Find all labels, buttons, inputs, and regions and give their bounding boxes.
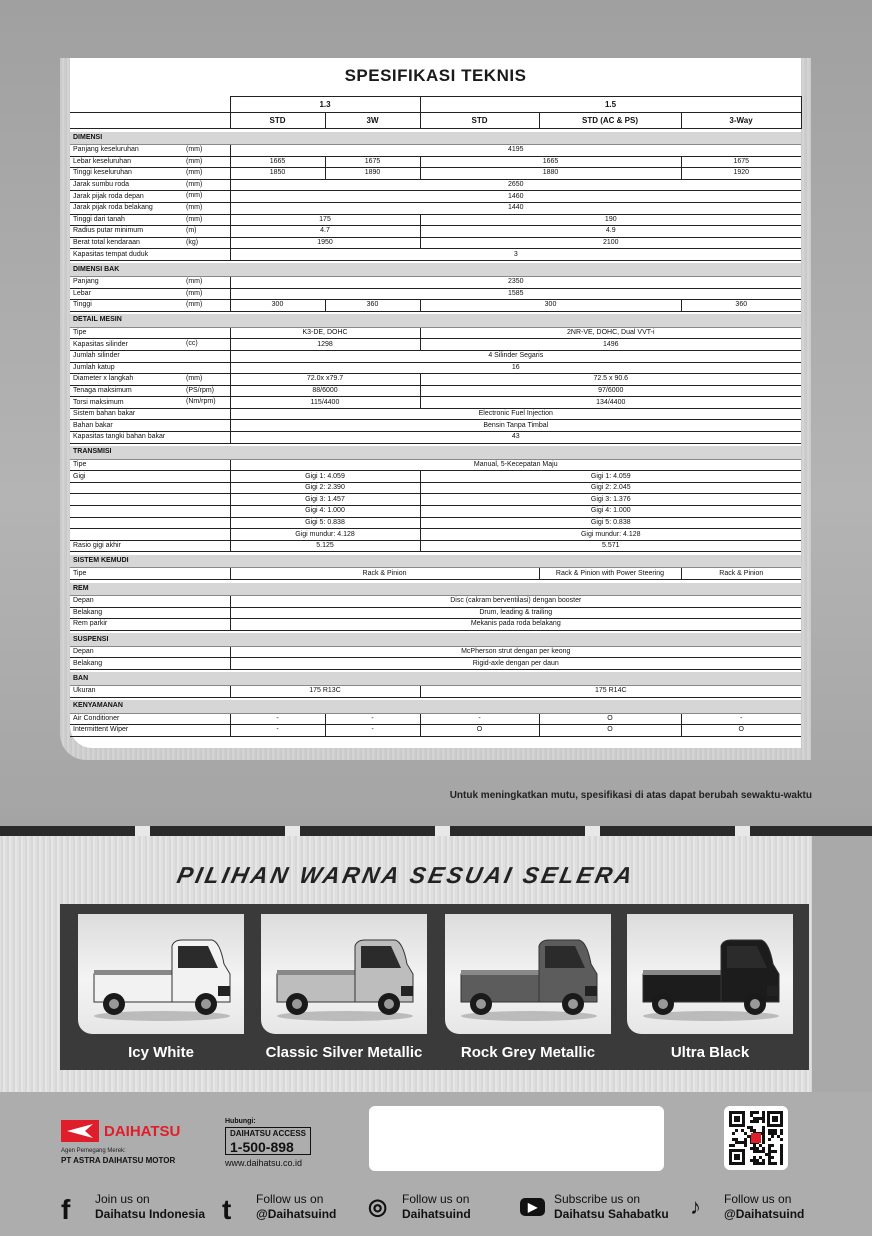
facebook-icon: f bbox=[61, 1194, 71, 1225]
spec-row-label bbox=[70, 568, 230, 580]
spec-value: - bbox=[325, 725, 420, 737]
row-label-text: Jumlah silinder bbox=[73, 352, 120, 360]
spec-row-label bbox=[70, 202, 230, 214]
spec-value: Drum, leading & trailing bbox=[230, 607, 801, 619]
spec-row bbox=[70, 713, 801, 725]
instagram-icon: ◎ bbox=[368, 1194, 388, 1219]
spec-value: 1950 bbox=[230, 237, 420, 249]
section-title: TRANSMISI bbox=[70, 446, 801, 459]
row-label-text: Belakang bbox=[73, 608, 103, 616]
website-link[interactable]: www.daihatsu.co.id bbox=[225, 1158, 303, 1168]
row-unit: (Nm/rpm) bbox=[186, 398, 216, 406]
spec-value: - bbox=[325, 713, 420, 725]
spec-row-label bbox=[70, 145, 230, 157]
row-label-text: Jarak pijak roda depan bbox=[73, 192, 144, 200]
spec-value: - bbox=[230, 713, 325, 725]
row-unit: (kg) bbox=[186, 238, 199, 246]
variant-label: 3-Way bbox=[681, 113, 801, 129]
spec-row bbox=[70, 619, 801, 631]
spec-row bbox=[70, 494, 801, 506]
spec-value: Manual, 5-Kecepatan Maju bbox=[230, 459, 801, 471]
spec-value: 360 bbox=[325, 300, 420, 312]
row-label-text: Kapasitas tempat duduk bbox=[73, 250, 149, 258]
spec-row-label bbox=[70, 350, 230, 362]
spec-row-label bbox=[70, 276, 230, 288]
spec-value: 190 bbox=[420, 214, 801, 226]
spec-value: 360 bbox=[681, 300, 801, 312]
agent-name: PT ASTRA DAIHATSU MOTOR bbox=[61, 1156, 176, 1165]
spec-row bbox=[70, 339, 801, 351]
spec-section-header bbox=[70, 700, 801, 713]
spec-variant-header bbox=[70, 113, 801, 129]
color-options-band bbox=[60, 904, 809, 1070]
agent-label: Agen Pemegang Merek: bbox=[61, 1148, 126, 1154]
spec-section-header bbox=[70, 583, 801, 596]
row-label-text: Lebar keseluruhan bbox=[73, 157, 131, 165]
spec-group-header bbox=[70, 97, 801, 113]
spec-row bbox=[70, 191, 801, 203]
spec-section-header bbox=[70, 314, 801, 327]
spec-section-header bbox=[70, 263, 801, 276]
spec-value: Gigi mundur: 4.128 bbox=[230, 529, 420, 541]
variant-label: STD (AC & PS) bbox=[539, 113, 681, 129]
section-title: DIMENSI bbox=[70, 132, 801, 145]
spec-row bbox=[70, 725, 801, 737]
spec-row bbox=[70, 156, 801, 168]
row-label-text: Kapasitas tangki bahan bakar bbox=[73, 433, 166, 441]
spec-value: 1920 bbox=[681, 168, 801, 180]
daihatsu-logo-mark-icon bbox=[61, 1120, 99, 1142]
spec-row bbox=[70, 408, 801, 420]
spec-value: 97/6000 bbox=[420, 385, 801, 397]
spec-value: 2350 bbox=[230, 276, 801, 288]
spec-value: 72.5 x 90.6 bbox=[420, 374, 801, 386]
spec-value: Disc (cakram berventilasi) dengan booster bbox=[230, 596, 801, 608]
spec-row-label bbox=[70, 517, 230, 529]
spec-value: 5.125 bbox=[230, 540, 420, 552]
spec-row-label bbox=[70, 482, 230, 494]
spec-row bbox=[70, 540, 801, 552]
spec-row bbox=[70, 459, 801, 471]
spec-row-label bbox=[70, 471, 230, 483]
spec-panel bbox=[60, 58, 811, 760]
spec-row-label bbox=[70, 506, 230, 518]
row-label-text: Panjang keseluruhan bbox=[73, 146, 139, 154]
row-label-text: Air Conditioner bbox=[73, 714, 120, 722]
dealer-stamp-box bbox=[369, 1106, 664, 1171]
section-divider bbox=[0, 826, 872, 836]
spec-value: Bensin Tanpa Timbal bbox=[230, 420, 801, 432]
spec-value: 2100 bbox=[420, 237, 801, 249]
spec-row-label bbox=[70, 658, 230, 670]
spec-row bbox=[70, 397, 801, 409]
spec-value: 2NR-VE, DOHC, Dual VVT-i bbox=[420, 327, 801, 339]
spec-row bbox=[70, 145, 801, 157]
spec-row-label bbox=[70, 179, 230, 191]
color-name: Icy White bbox=[128, 1044, 194, 1061]
spec-value: - bbox=[681, 713, 801, 725]
spec-row bbox=[70, 432, 801, 444]
spec-value: Rack & Pinion with Power Steering bbox=[539, 568, 681, 580]
spec-row-label bbox=[70, 374, 230, 386]
row-unit: (mm) bbox=[186, 169, 203, 177]
row-unit: (mm) bbox=[186, 289, 203, 297]
spec-row-label bbox=[70, 685, 230, 697]
spec-section-header bbox=[70, 672, 801, 685]
spec-row-label bbox=[70, 432, 230, 444]
spec-row bbox=[70, 385, 801, 397]
spec-row-label bbox=[70, 607, 230, 619]
spec-value: Gigi 2: 2.045 bbox=[420, 482, 801, 494]
daihatsu-logo[interactable] bbox=[61, 1120, 180, 1142]
row-label-text: Kapasitas silinder bbox=[73, 340, 128, 348]
spec-row-label bbox=[70, 397, 230, 409]
spec-value: Gigi 4: 1.000 bbox=[420, 506, 801, 518]
pickup-truck-icon bbox=[639, 934, 784, 1024]
row-unit: (cc) bbox=[186, 340, 198, 348]
spec-section-header bbox=[70, 446, 801, 459]
spec-value: Gigi 3: 1.457 bbox=[230, 494, 420, 506]
row-unit: (mm) bbox=[186, 203, 203, 211]
spec-value: Gigi 5: 0.838 bbox=[230, 517, 420, 529]
row-label-text: Jumlah katup bbox=[73, 363, 115, 371]
section-title: SISTEM KEMUDI bbox=[70, 555, 801, 568]
spec-row-label bbox=[70, 540, 230, 552]
spec-value: 175 bbox=[230, 214, 420, 226]
spec-row bbox=[70, 214, 801, 226]
social-caption: Follow us on bbox=[402, 1192, 470, 1206]
spec-row bbox=[70, 607, 801, 619]
spec-row bbox=[70, 226, 801, 238]
social-caption: Follow us on bbox=[724, 1192, 792, 1206]
spec-row bbox=[70, 237, 801, 249]
spec-value: Gigi 1: 4.059 bbox=[230, 471, 420, 483]
spec-row-label bbox=[70, 249, 230, 261]
spec-value: Rigid-axle dengan per daun bbox=[230, 658, 801, 670]
spec-value: 1665 bbox=[230, 156, 325, 168]
spec-value: Gigi 1: 4.059 bbox=[420, 471, 801, 483]
row-label-text: Depan bbox=[73, 648, 94, 656]
row-label-text: Rasio gigi akhir bbox=[73, 542, 121, 550]
row-label-text: Jarak sumbu roda bbox=[73, 181, 130, 189]
spec-value: 4.7 bbox=[230, 226, 420, 238]
spec-value: - bbox=[420, 713, 539, 725]
spec-row-label bbox=[70, 214, 230, 226]
spec-row-label bbox=[70, 713, 230, 725]
color-card[interactable] bbox=[78, 914, 244, 1034]
spec-value: 43 bbox=[230, 432, 801, 444]
spec-row bbox=[70, 596, 801, 608]
spec-row bbox=[70, 482, 801, 494]
row-label-text: Panjang bbox=[73, 278, 99, 286]
group-label: 1.3 bbox=[230, 97, 420, 113]
spec-value: 1890 bbox=[325, 168, 420, 180]
spec-value: 72.0x x79.7 bbox=[230, 374, 420, 386]
section-title: BAN bbox=[70, 672, 801, 685]
spec-value: 4.9 bbox=[420, 226, 801, 238]
row-unit: (mm) bbox=[186, 146, 203, 153]
spec-value: 1665 bbox=[420, 156, 681, 168]
color-card[interactable] bbox=[627, 914, 793, 1034]
spec-row-label bbox=[70, 288, 230, 300]
spec-row-label bbox=[70, 408, 230, 420]
row-label-text: Rem parkir bbox=[73, 620, 108, 628]
spec-section-header bbox=[70, 132, 801, 145]
spec-row bbox=[70, 362, 801, 374]
color-options-title: PILIHAN WARNA SESUAI SELERA bbox=[174, 862, 638, 888]
row-unit: (mm) bbox=[186, 180, 203, 188]
spec-row-label bbox=[70, 385, 230, 397]
spec-row bbox=[70, 374, 801, 386]
spec-value: 5.571 bbox=[420, 540, 801, 552]
social-handle: Daihatsu Indonesia bbox=[95, 1207, 206, 1221]
spec-value: Rack & Pinion bbox=[230, 568, 539, 580]
spec-value: Gigi 2: 2.390 bbox=[230, 482, 420, 494]
pickup-truck-icon bbox=[457, 934, 602, 1024]
row-label-text: Sistem bahan bakar bbox=[73, 410, 136, 418]
spec-value: 115/4400 bbox=[230, 397, 420, 409]
spec-title: SPESIFIKASI TEKNIS bbox=[344, 66, 527, 85]
row-label-text: Intermittent Wiper bbox=[73, 726, 129, 734]
spec-value: 134/4400 bbox=[420, 397, 801, 409]
row-unit: (mm) bbox=[186, 277, 203, 285]
spec-value: Gigi 3: 1.376 bbox=[420, 494, 801, 506]
spec-value: O bbox=[681, 725, 801, 737]
spec-value: 1298 bbox=[230, 339, 420, 351]
spec-row-label bbox=[70, 327, 230, 339]
spec-value: O bbox=[539, 725, 681, 737]
spec-row-label bbox=[70, 420, 230, 432]
spec-table bbox=[70, 96, 802, 737]
row-label-text: Jarak pijak roda belakang bbox=[73, 204, 153, 212]
row-label-text: Tipe bbox=[73, 329, 87, 337]
row-unit: (mm) bbox=[186, 157, 203, 165]
row-unit: (mm) bbox=[186, 215, 203, 223]
spec-value: 1440 bbox=[230, 202, 801, 214]
row-unit: (PS/rpm) bbox=[186, 386, 214, 394]
spec-value: 300 bbox=[230, 300, 325, 312]
spec-value: O bbox=[539, 713, 681, 725]
row-label-text: Diameter x langkah bbox=[73, 375, 134, 383]
row-label-text: Bahan bakar bbox=[73, 421, 113, 429]
spec-value: Gigi 4: 1.000 bbox=[230, 506, 420, 518]
spec-row-label bbox=[70, 362, 230, 374]
spec-value: 1675 bbox=[681, 156, 801, 168]
spec-value: 88/6000 bbox=[230, 385, 420, 397]
row-label-text: Tipe bbox=[73, 460, 87, 468]
row-label-text: Depan bbox=[73, 597, 94, 605]
spec-value: 2650 bbox=[230, 179, 801, 191]
spec-row bbox=[70, 276, 801, 288]
row-label-text: Tinggi keseluruhan bbox=[73, 169, 132, 177]
footer bbox=[0, 1092, 872, 1236]
spec-disclaimer: Untuk meningkatkan mutu, spesifikasi di atas dapat berubah sewaktu-waktu bbox=[449, 790, 812, 801]
contact-phone: 1-500-898 bbox=[230, 1139, 294, 1155]
spec-value: Gigi mundur: 4.128 bbox=[420, 529, 801, 541]
spec-value: Gigi 5: 0.838 bbox=[420, 517, 801, 529]
spec-row-label bbox=[70, 156, 230, 168]
row-label-text: Lebar bbox=[73, 289, 91, 297]
section-title: DETAIL MESIN bbox=[70, 314, 801, 327]
section-title: SUSPENSI bbox=[70, 633, 801, 646]
social-caption: Join us on bbox=[95, 1192, 150, 1206]
spec-value: 175 R13C bbox=[230, 685, 420, 697]
contact-service-name: DAIHATSU ACCESS bbox=[230, 1129, 307, 1138]
spec-value: 300 bbox=[420, 300, 681, 312]
tiktok-icon: ♪ bbox=[690, 1194, 701, 1219]
contact-box[interactable] bbox=[225, 1127, 311, 1155]
spec-row-label bbox=[70, 725, 230, 737]
row-label-text: Radius putar minimum bbox=[73, 227, 144, 235]
social-handle: Daihatsu Sahabatku bbox=[554, 1207, 669, 1221]
spec-row bbox=[70, 179, 801, 191]
row-label-text: Belakang bbox=[73, 659, 103, 667]
spec-value: O bbox=[420, 725, 539, 737]
row-label-text: Tipe bbox=[73, 569, 87, 577]
spec-row-label bbox=[70, 339, 230, 351]
spec-row-label bbox=[70, 529, 230, 541]
spec-row bbox=[70, 658, 801, 670]
spec-value: 1675 bbox=[325, 156, 420, 168]
spec-row-label bbox=[70, 226, 230, 238]
spec-value: 4195 bbox=[230, 145, 801, 157]
row-label-text: Ukuran bbox=[73, 687, 96, 695]
section-title: REM bbox=[70, 583, 801, 596]
contact-label: Hubungi: bbox=[225, 1118, 256, 1125]
spec-row-label bbox=[70, 619, 230, 631]
spec-value: 1880 bbox=[420, 168, 681, 180]
spec-row-label bbox=[70, 459, 230, 471]
spec-value: 4 Silinder Segaris bbox=[230, 350, 801, 362]
spec-section-header bbox=[70, 555, 801, 568]
spec-row bbox=[70, 646, 801, 658]
row-unit: (mm) bbox=[186, 375, 203, 383]
row-unit: (m) bbox=[186, 227, 197, 235]
color-name: Classic Silver Metallic bbox=[265, 1044, 423, 1061]
spec-value: 3 bbox=[230, 249, 801, 261]
row-unit: (mm) bbox=[186, 192, 203, 200]
color-name: Rock Grey Metallic bbox=[460, 1044, 596, 1061]
social-handle: @Daihatsuind bbox=[256, 1207, 337, 1221]
spec-row bbox=[70, 288, 801, 300]
spec-row bbox=[70, 327, 801, 339]
spec-row-label bbox=[70, 237, 230, 249]
spec-value: 1585 bbox=[230, 288, 801, 300]
spec-row bbox=[70, 517, 801, 529]
spec-row bbox=[70, 300, 801, 312]
qr-code-icon[interactable] bbox=[724, 1106, 788, 1170]
spec-row bbox=[70, 168, 801, 180]
group-label: 1.5 bbox=[420, 97, 801, 113]
row-label-text: Torsi maksimum bbox=[73, 398, 124, 406]
twitter-icon: t bbox=[222, 1194, 232, 1225]
spec-value: 1850 bbox=[230, 168, 325, 180]
social-handle: Daihatsuind bbox=[402, 1207, 471, 1221]
social-caption: Subscribe us on bbox=[554, 1192, 641, 1206]
spec-row-label bbox=[70, 596, 230, 608]
spec-row-label bbox=[70, 300, 230, 312]
logo-wordmark: DAIHATSU bbox=[104, 1122, 181, 1140]
social-caption: Follow us on bbox=[256, 1192, 324, 1206]
spec-row bbox=[70, 471, 801, 483]
pickup-truck-icon bbox=[90, 934, 235, 1024]
section-title: DIMENSI BAK bbox=[70, 263, 801, 276]
spec-row bbox=[70, 568, 801, 580]
row-label-text: Tenaga maksimum bbox=[73, 386, 132, 394]
social-handle: @Daihatsuind bbox=[724, 1207, 805, 1221]
pickup-truck-icon bbox=[273, 934, 418, 1024]
spec-row bbox=[70, 529, 801, 541]
spec-row bbox=[70, 202, 801, 214]
row-label-text: Berat total kendaraan bbox=[73, 239, 140, 247]
variant-label: STD bbox=[230, 113, 325, 129]
spec-value: 16 bbox=[230, 362, 801, 374]
spec-row bbox=[70, 685, 801, 697]
spec-row bbox=[70, 506, 801, 518]
section-title: KENYAMANAN bbox=[70, 700, 801, 713]
spec-section-header bbox=[70, 633, 801, 646]
spec-value: 1460 bbox=[230, 191, 801, 203]
spec-row-label bbox=[70, 168, 230, 180]
spec-row-label bbox=[70, 646, 230, 658]
spec-value: Electronic Fuel Injection bbox=[230, 408, 801, 420]
spec-row bbox=[70, 249, 801, 261]
color-card[interactable] bbox=[445, 914, 611, 1034]
spec-row bbox=[70, 420, 801, 432]
variant-label: 3W bbox=[325, 113, 420, 129]
color-options-section bbox=[0, 836, 812, 1092]
spec-value: Mekanis pada roda belakang bbox=[230, 619, 801, 631]
row-label-text: Tinggi dari tanah bbox=[73, 215, 125, 223]
row-unit: (mm) bbox=[186, 301, 203, 309]
spec-value: 1496 bbox=[420, 339, 801, 351]
color-card[interactable] bbox=[261, 914, 427, 1034]
spec-value: K3-DE, DOHC bbox=[230, 327, 420, 339]
row-label-text: Gigi bbox=[73, 472, 86, 480]
spec-row-label bbox=[70, 494, 230, 506]
spec-row-label bbox=[70, 191, 230, 203]
variant-label: STD bbox=[420, 113, 539, 129]
spec-value: - bbox=[230, 725, 325, 737]
spec-value: Rack & Pinion bbox=[681, 568, 801, 580]
spec-row bbox=[70, 350, 801, 362]
color-name: Ultra Black bbox=[670, 1044, 750, 1061]
spec-value: McPherson strut dengan per keong bbox=[230, 646, 801, 658]
spec-value: 175 R14C bbox=[420, 685, 801, 697]
youtube-icon: ▶ bbox=[520, 1198, 545, 1216]
row-label-text: Tinggi bbox=[73, 301, 92, 309]
